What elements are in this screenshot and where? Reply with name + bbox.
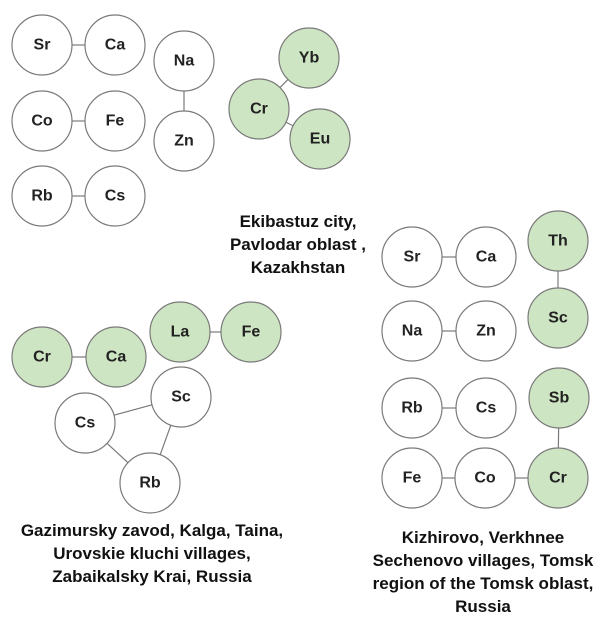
caption-line: region of the Tomsk oblast, xyxy=(372,574,594,593)
node-label: Th xyxy=(548,232,568,250)
node-gazimursky-ca xyxy=(86,327,146,387)
node-label: Cs xyxy=(475,399,497,417)
caption-line: Ekibastuz city, xyxy=(239,212,357,231)
link-ekibastuz-cr-yb xyxy=(280,79,288,87)
node-kizhirovo-co xyxy=(455,448,515,508)
caption-kizhirovo xyxy=(360,526,606,618)
node-label: Fe xyxy=(105,112,125,130)
node-label: Rb xyxy=(401,399,423,417)
caption-line: Urovskie kluchi villages, xyxy=(53,544,251,563)
node-label: Cr xyxy=(250,100,268,118)
node-kizhirovo-sc xyxy=(528,288,588,348)
link-gazimursky-cs-rb xyxy=(107,443,128,462)
node-label: Cs xyxy=(74,414,96,432)
node-label: Cs xyxy=(104,187,126,205)
node-label: Ca xyxy=(105,348,127,366)
caption-line: Gazimursky zavod, Kalga, Taina, xyxy=(20,521,284,540)
node-label: Eu xyxy=(309,130,331,148)
node-gazimursky-fe xyxy=(221,302,281,362)
caption-ekibastuz xyxy=(178,210,418,279)
node-label: Cr xyxy=(549,469,567,487)
caption-line: Sechenovo villages, Tomsk xyxy=(372,551,594,570)
caption-line: Pavlodar oblast , xyxy=(229,235,367,254)
node-label: Cr xyxy=(33,348,51,366)
node-label: Rb xyxy=(139,474,161,492)
node-gazimursky-rb xyxy=(120,453,180,513)
node-kizhirovo-rb xyxy=(382,378,442,438)
node-label: Fe xyxy=(241,323,261,341)
node-gazimursky-sc xyxy=(151,367,211,427)
node-label: Sb xyxy=(548,389,570,407)
node-label: Zn xyxy=(174,132,194,150)
node-label: Zn xyxy=(476,322,496,340)
caption-gazimursky xyxy=(0,519,304,588)
node-ekibastuz-rb xyxy=(12,166,72,226)
node-ekibastuz-co xyxy=(12,91,72,151)
node-label: Fe xyxy=(402,469,422,487)
link-ekibastuz-cr-eu xyxy=(286,122,293,126)
node-label: Co xyxy=(474,469,496,487)
node-kizhirovo-th xyxy=(528,211,588,271)
node-kizhirovo-ca xyxy=(456,227,516,287)
node-kizhirovo-cr xyxy=(528,448,588,508)
node-ekibastuz-sr xyxy=(12,15,72,75)
node-gazimursky-cs xyxy=(55,393,115,453)
node-gazimursky-la xyxy=(150,302,210,362)
node-ekibastuz-cr xyxy=(229,79,289,139)
node-label: Na xyxy=(173,52,195,70)
node-gazimursky-cr xyxy=(12,327,72,387)
node-kizhirovo-zn xyxy=(456,301,516,361)
node-label: Sc xyxy=(171,388,191,406)
node-label: La xyxy=(170,323,190,341)
caption-line: Kazakhstan xyxy=(250,258,346,277)
caption-line: Russia xyxy=(455,597,511,616)
node-label: Sr xyxy=(403,248,421,266)
node-ekibastuz-zn xyxy=(154,111,214,171)
link-gazimursky-cs-sc xyxy=(114,405,152,415)
node-label: Ca xyxy=(475,248,497,266)
node-ekibastuz-eu xyxy=(290,109,350,169)
node-label: Sr xyxy=(33,36,51,54)
node-label: Yb xyxy=(298,49,320,67)
caption-line: Zabaikalsky Krai, Russia xyxy=(52,567,252,586)
node-label: Sc xyxy=(548,309,568,327)
node-label: Ca xyxy=(104,36,126,54)
node-label: Rb xyxy=(31,187,53,205)
node-ekibastuz-yb xyxy=(279,28,339,88)
node-kizhirovo-sb xyxy=(529,368,589,428)
link-gazimursky-sc-rb xyxy=(160,425,171,455)
node-kizhirovo-cs xyxy=(456,378,516,438)
node-kizhirovo-fe xyxy=(382,448,442,508)
caption-line: Kizhirovo, Verkhnee xyxy=(401,528,565,547)
node-label: Co xyxy=(31,112,53,130)
node-ekibastuz-fe xyxy=(85,91,145,151)
node-kizhirovo-na xyxy=(382,301,442,361)
node-label: Na xyxy=(401,322,423,340)
node-ekibastuz-na xyxy=(154,31,214,91)
node-ekibastuz-cs xyxy=(85,166,145,226)
node-ekibastuz-ca xyxy=(85,15,145,75)
